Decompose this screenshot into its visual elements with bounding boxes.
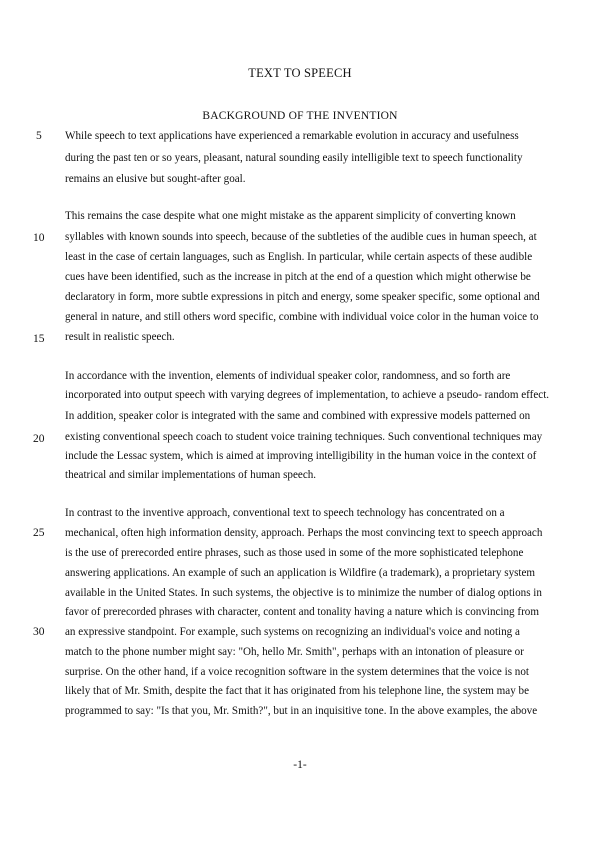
paragraph-line: general in nature, and still others word specific, combine with individual voice color in the human voice to [65, 311, 539, 323]
paragraph-line: likely that of Mr. Smith, despite the fact that it has originated from his telephone line, the system may be [65, 685, 529, 697]
paragraph-line: syllables with known sounds into speech, because of the subtleties of the audible cues in human speech, at [65, 231, 537, 243]
paragraph-line: during the past ten or so years, pleasant, natural sounding easily intelligible text to speech functionality [65, 152, 523, 164]
paragraph-line: least in the case of certain languages, such as English. In particular, while certain aspects of these audible [65, 251, 533, 263]
paragraph-line: result in realistic speech. [65, 331, 175, 343]
paragraph-line: surprise. On the other hand, if a voice recognition software in the system determines that the voice is not [65, 666, 529, 678]
line-number: 5 [36, 130, 42, 142]
paragraph-line: theatrical and similar implementations of human speech. [65, 469, 317, 481]
paragraph-line: answering applications. An example of such an application is Wildfire (a trademark), a proprietary system [65, 567, 536, 579]
paragraph-line: In accordance with the invention, elements of individual speaker color, randomness, and so forth are [65, 370, 511, 382]
paragraph-line: remains an elusive but sought-after goal. [65, 173, 246, 185]
document-title: TEXT TO SPEECH [248, 66, 352, 80]
paragraph-line: mechanical, often high information density, approach. Perhaps the most convincing text to speech approach [65, 527, 543, 539]
paragraph-line: incorporated into output speech with varying degrees of implementation, to achieve a pseudo- random effect. [65, 389, 550, 401]
paragraph-line: match to the phone number might say: "Oh, hello Mr. Smith", perhaps with an intonation of pleasure or [65, 646, 524, 658]
section-heading: BACKGROUND OF THE INVENTION [202, 110, 398, 122]
paragraph-line: include the Lessac system, which is aimed at improving intelligibility in the human voice in the context of [65, 450, 537, 462]
line-number: 30 [33, 626, 45, 638]
page-number: -1- [293, 759, 307, 771]
line-number: 10 [33, 232, 45, 244]
line-number: 20 [33, 433, 45, 445]
paragraph-line: existing conventional speech coach to student voice training techniques. Such conventional techniques may [65, 431, 543, 443]
paragraph-line: programmed to say: "Is that you, Mr. Smith?", but in an inquisitive tone. In the above examples, the above [65, 705, 538, 717]
paragraph-line: is the use of prerecorded entire phrases, such as those used in some of the more sophisticated telephone [65, 547, 524, 559]
line-number: 15 [33, 333, 45, 345]
paragraph-line: an expressive standpoint. For example, such systems on recognizing an individual's voice and noting a [65, 626, 520, 638]
paragraph-line: While speech to text applications have experienced a remarkable evolution in accuracy and usefulness [65, 130, 519, 142]
paragraph-line: available in the United States. In such systems, the objective is to minimize the number of dialog options in [65, 587, 542, 599]
paragraph-line: cues have been identified, such as the increase in pitch at the end of a question which might otherwise be [65, 271, 531, 283]
paragraph-line: In addition, speaker color is integrated with the same and combined with expressive models patterned on [65, 410, 531, 422]
paragraph-line: This remains the case despite what one might mistake as the apparent simplicity of converting known [65, 210, 516, 222]
paragraph-line: declaratory in form, more subtle expressions in pitch and energy, some speaker specific, some optional and [65, 291, 540, 303]
paragraph-line: favor of prerecorded phrases with character, content and tonality having a nature which is convincing from [65, 606, 539, 618]
line-number: 25 [33, 527, 45, 539]
paragraph-line: In contrast to the inventive approach, conventional text to speech technology has concentrated on a [65, 507, 505, 519]
